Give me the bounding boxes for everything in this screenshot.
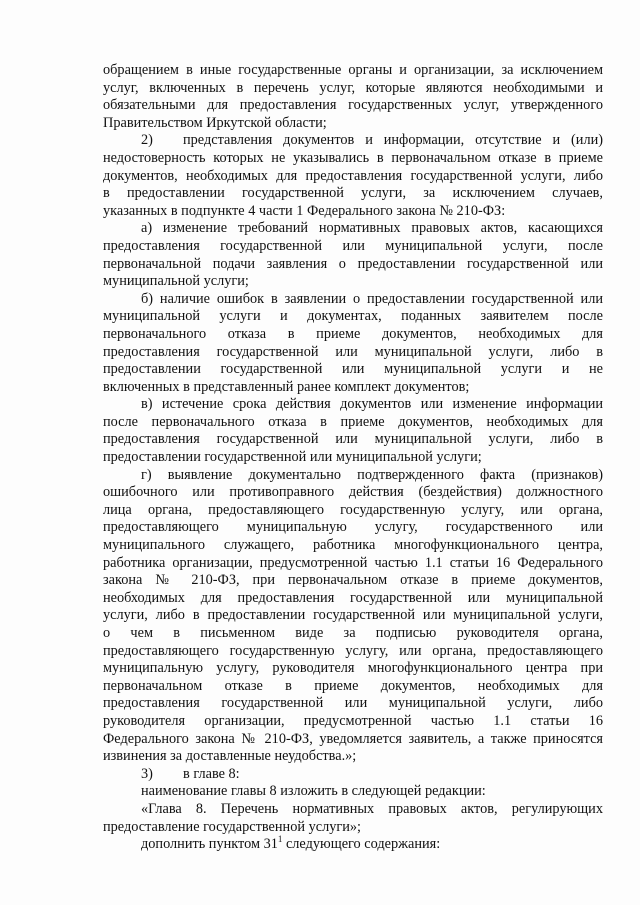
text-line: предоставления государственной или муниципальной услуги, после: [103, 237, 603, 254]
text-line: первоначальном отказе в приеме документов, необходимых для: [103, 677, 603, 694]
text-line: б) наличие ошибок в заявлении о предоставлении государственной или: [141, 290, 603, 307]
line-text: в главе 8:: [183, 765, 240, 782]
text-line: руководителя организации, предусмотренной частью 1.1 статьи 16: [103, 712, 603, 729]
line-text-continued: следующего содержания:: [282, 836, 441, 853]
text-line: муниципального служащего, работника многофункционального центра,: [103, 537, 603, 554]
document-body: [103, 62, 603, 854]
text-line: «Глава 8. Перечень нормативных правовых актов, регулирующих: [141, 800, 603, 817]
item-number: 2): [141, 132, 153, 149]
text-line: муниципальной услуги и документах, поданных заявителем после: [103, 308, 603, 325]
text-line: документов, необходимых для предоставления государственной услуги, либо: [103, 167, 603, 184]
numbered-line: [103, 766, 603, 784]
text-line: закона № 210-ФЗ, при первоначальном отказе в приеме документов,: [103, 572, 603, 589]
line-text: дополнить пунктом 31: [141, 836, 278, 853]
text-line: необходимых для предоставления государственной или муниципальной: [103, 589, 603, 606]
text-line: первоначальной подачи заявления о предоставлении государственной или: [103, 255, 603, 272]
text-line: наименование главы 8 изложить в следующей редакции:: [141, 783, 486, 800]
text-line: указанных в подпункте 4 части 1 Федерального закона № 210-ФЗ:: [103, 202, 506, 219]
text-line: услуги, либо в предоставлении государственной или муниципальной услуги,: [103, 607, 603, 624]
text-line: обязательными для предоставления государственных услуг, утвержденного: [103, 97, 603, 114]
text-line: предоставления государственной или муниципальной услуги, либо в: [103, 431, 603, 448]
text-line: предоставление государственной услуги»;: [103, 818, 361, 835]
numbered-line: [103, 132, 603, 150]
text-line: работника организации, предусмотренной частью 1.1 статьи 16 Федерального: [103, 554, 603, 571]
text-line: недостоверность которых не указывались в первоначальном отказе в приеме: [103, 149, 603, 166]
text-line: предоставляющего государственную услугу, или органа, предоставляющего: [103, 642, 603, 659]
text-line: включенных в представленный ранее комплект документов;: [103, 378, 470, 395]
text-line: услуг, включенных в перечень услуг, которые являются необходимыми и: [103, 79, 603, 96]
text-line: предоставляющего муниципальную услугу, государственного или: [103, 519, 603, 536]
text-line: Правительством Иркутской области;: [103, 114, 327, 131]
text-line: муниципальной услуги;: [103, 273, 249, 290]
text-line: в) истечение срока действия документов или изменение информации: [141, 396, 603, 413]
text-line: предоставления государственной или муниципальной услуги, либо в: [103, 343, 603, 360]
text-line: обращением в иные государственные органы и организации, за исключением: [103, 62, 603, 78]
superscript: 1: [277, 834, 283, 845]
text-line: [103, 836, 603, 854]
text-line: предоставлении государственной или муниципальной услуги и не: [103, 361, 603, 378]
text-line: муниципальную услугу, руководителя многофункционального центра при: [103, 660, 603, 677]
text-line: ошибочного или противоправного действия (бездействия) должностного: [103, 484, 603, 501]
text-line: а) изменение требований нормативных правовых актов, касающихся: [141, 220, 603, 237]
line-text: представления документов и информации, отсутствие и (или): [183, 132, 603, 149]
text-line: г) выявление документально подтвержденного факта (признаков): [141, 466, 603, 483]
text-line: лица органа, предоставляющего государственную услугу, или органа,: [103, 501, 603, 518]
text-line: после первоначального отказа в приеме документов, необходимых для: [103, 413, 603, 430]
item-number: 3): [141, 765, 153, 782]
text-line: о чем в письменном виде за подписью руководителя органа,: [103, 625, 603, 641]
text-line: предоставления государственной или муниципальной услуги, либо: [103, 695, 603, 712]
text-line: Федерального закона № 210-ФЗ, уведомляется заявитель, а также приносятся: [103, 730, 603, 747]
text-line: предоставлении государственной или муниципальной услуги;: [103, 449, 482, 466]
text-line: в предоставлении государственной услуги, за исключением случаев,: [103, 185, 603, 202]
text-line: извинения за доставленные неудобства.»;: [103, 748, 357, 765]
text-line: первоначального отказа в приеме документов, необходимых для: [103, 325, 603, 342]
